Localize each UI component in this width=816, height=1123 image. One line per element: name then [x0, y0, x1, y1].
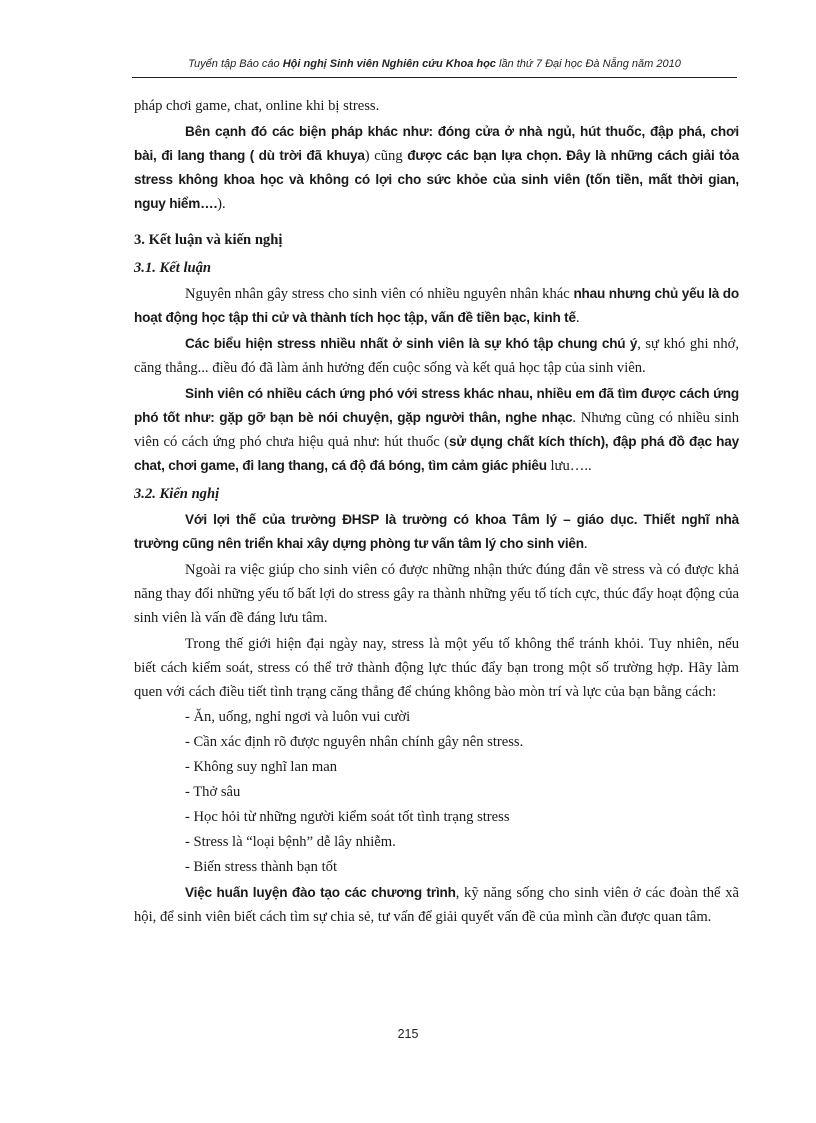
bold-run: được các bạn lựa chọn. Đây là những cách giải tỏa stress không khoa học và không có lợi cho sức khỏe của sinh viên (tốn tiền, mất thời gian, nguy hiểm…. [134, 148, 739, 211]
paragraph-continuation [134, 94, 739, 118]
text-run: . Nhưng cũng có nhiều sinh viên có cách ứng phó chưa hiệu quả như: hút thuốc ( [134, 410, 739, 450]
text-run: . [575, 310, 580, 326]
bold-run: nhau nhưng chủ yếu là do hoạt động học tập thi cử và thành tích học tập, vấn đề tiền bạc, kinh tế [134, 286, 739, 325]
paragraph-coping [134, 382, 739, 478]
bold-run: Sinh viên có nhiều cách ứng phó với stress khác nhau, nhiều em đã tìm được cách ứng phó tốt như: gặp gỡ bạn bè nói chuyện, gặp người thân, nghe nhạc [134, 386, 739, 425]
list-item: - Ăn, uống, nghỉ ngơi và luôn vui cười [185, 709, 411, 725]
text-run: , kỹ năng sống cho sinh viên ở các đoàn thể xã hội, để sinh viên biết cách tìm sự chia sẻ, tư vấn để giải quyết vấn đề của mình cần được quan tâm. [134, 885, 739, 925]
paragraph-training [134, 881, 739, 929]
text-run: , sự khó ghi nhớ, căng thẳng... điều đó đã làm ảnh hưởng đến cuộc sống và kết quả học tập của sinh viên. [134, 336, 739, 376]
header-divider [132, 77, 737, 78]
text-run: lưu….. [546, 458, 592, 474]
paragraph-symptoms [134, 332, 739, 380]
header-prefix: Tuyển tập Báo cáo [188, 58, 283, 70]
paragraph-other-methods [134, 120, 739, 216]
page-body [134, 94, 739, 929]
list-item: - Học hỏi từ những người kiểm soát tốt tình trạng stress [185, 809, 510, 825]
paragraph-causes [134, 282, 739, 330]
list-item: - Không suy nghĩ lan man [185, 759, 338, 775]
bold-run: Các biểu hiện stress nhiều nhất ở sinh viên là sự khó tập chung chú ý [185, 336, 638, 351]
text-run: ). [217, 196, 226, 212]
list-item: - Thở sâu [185, 784, 241, 800]
paragraph-awareness: Ngoài ra việc giúp cho sinh viên có được những nhận thức đúng đắn về stress và có được khả năng thay đổi những yếu tố bất lợi do stress gây ra thành những yếu tố tích cực, thúc đẩy hoạt động của sinh viên là vấn đề đáng lưu tâm. [134, 562, 739, 626]
text-run: Nguyên nhân gây stress cho sinh viên có nhiều nguyên nhân khác [185, 286, 574, 302]
header-event-name: Hội nghị Sinh viên Nghiên cứu Khoa học [282, 58, 496, 70]
paragraph-modern-world: Trong thế giới hiện đại ngày nay, stress là một yếu tố không thể tránh khỏi. Tuy nhiên, nếu biết cách kiểm soát, stress có thể trở thành động lực thúc đẩy bạn trong một số trường hợp. Hãy làm quen với cách điều tiết tình trạng căng thẳng để chúng không bào mòn trí và lực của bạn bằng cách: [134, 636, 739, 700]
text-run: . [583, 536, 588, 552]
header-suffix: lần thứ 7 Đại học Đà Nẵng năm 2010 [495, 58, 681, 70]
bold-run: Bên cạnh đó các biện pháp khác như: đóng cửa ở nhà ngủ, hút thuốc, đập phá, chơi bài, đi lang thang ( dù trời đã khuya [134, 124, 739, 163]
paragraph-counseling-room [134, 508, 739, 556]
section-heading-conclusion-recommendations: 3. Kết luận và kiến nghị [134, 232, 283, 248]
running-header [132, 58, 737, 70]
list-item: - Biến stress thành bạn tốt [185, 859, 337, 875]
text-run: ) cũng [364, 148, 408, 164]
list-item: - Stress là “loại bệnh” dễ lây nhiễm. [185, 834, 396, 850]
subsection-heading-conclusion: 3.1. Kết luận [134, 260, 212, 276]
page-number: 215 [397, 1027, 419, 1041]
list-item: - Cần xác định rõ được nguyên nhân chính gây nên stress. [185, 734, 524, 750]
bold-run: Với lợi thế của trường ĐHSP là trường có khoa Tâm lý – giáo dục. Thiết nghĩ nhà trường cũng nên triển khai xây dựng phòng tư vấn tâm lý cho sinh viên [134, 512, 739, 551]
bold-run: Việc huấn luyện đào tạo các chương trình [185, 885, 456, 900]
bold-run: sử dụng chất kích thích), đập phá đồ đạc hay chat, chơi game, đi lang thang, cá độ đá bóng, tìm cảm giác phiêu [134, 434, 739, 473]
text-run: pháp chơi game, chat, online khi bị stress. [134, 98, 380, 114]
subsection-heading-recommendations: 3.2. Kiến nghị [134, 486, 220, 502]
